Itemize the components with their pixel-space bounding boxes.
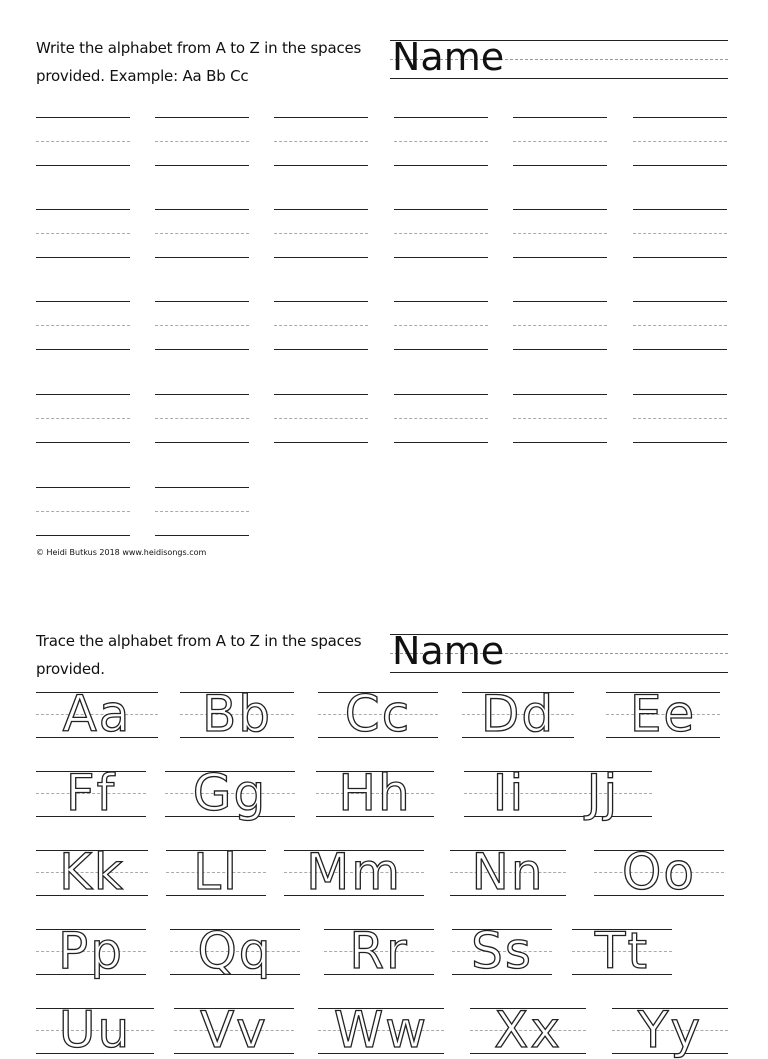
trace-letter: Ff	[65, 764, 117, 822]
trace-letter: Uu	[58, 1001, 132, 1059]
write-blank[interactable]	[155, 394, 249, 444]
trace-letter: Ss	[471, 922, 533, 980]
trace-letter: Oo	[622, 843, 696, 901]
write-blank[interactable]	[36, 394, 130, 444]
trace-letter: Dd	[480, 685, 556, 743]
write-blank[interactable]	[155, 301, 249, 351]
trace-letter: Nn	[471, 843, 545, 901]
trace-letter: Cc	[344, 685, 412, 743]
trace-line[interactable]	[324, 922, 434, 980]
trace-line[interactable]	[462, 685, 574, 743]
write-blank[interactable]	[36, 487, 130, 537]
trace-letter: Jj	[586, 764, 620, 822]
trace-line[interactable]	[450, 843, 566, 901]
trace-line[interactable]	[165, 764, 295, 822]
trace-letter: Rr	[349, 922, 409, 980]
trace-line[interactable]	[284, 843, 424, 901]
trace-line[interactable]	[464, 764, 554, 822]
trace-instructions	[36, 627, 381, 683]
trace-line[interactable]	[594, 843, 724, 901]
write-blank[interactable]	[155, 117, 249, 167]
write-blank[interactable]	[633, 117, 727, 167]
write-blank[interactable]	[394, 209, 488, 259]
write-blank[interactable]	[36, 209, 130, 259]
trace-line[interactable]	[612, 1001, 728, 1059]
trace-line[interactable]	[606, 685, 720, 743]
trace-letter: Yy	[637, 1001, 703, 1059]
name-field-1[interactable]	[390, 35, 728, 82]
write-blank[interactable]	[274, 117, 368, 167]
trace-line[interactable]	[36, 922, 146, 980]
trace-letter: Aa	[62, 685, 132, 743]
trace-instructions-line1: Trace the alphabet from A to Z in the spaces	[36, 632, 362, 650]
write-blank[interactable]	[633, 301, 727, 351]
write-blank[interactable]	[155, 487, 249, 537]
trace-letter: Bb	[201, 685, 273, 743]
trace-letter: Vv	[200, 1001, 268, 1059]
trace-line[interactable]	[36, 685, 158, 743]
name-label: Name	[392, 35, 505, 79]
name-label: Name	[392, 629, 505, 673]
trace-letter: Ww	[333, 1001, 429, 1059]
trace-line[interactable]	[318, 1001, 444, 1059]
trace-line[interactable]	[180, 685, 294, 743]
trace-letter: Hh	[338, 764, 412, 822]
write-blank[interactable]	[274, 394, 368, 444]
name-field-2[interactable]	[390, 629, 728, 676]
write-blank[interactable]	[394, 394, 488, 444]
copyright-text: © Heidi Butkus 2018 www.heidisongs.com	[36, 548, 207, 557]
trace-line[interactable]	[470, 1001, 586, 1059]
write-blank[interactable]	[513, 209, 607, 259]
trace-line[interactable]	[36, 764, 146, 822]
write-blank[interactable]	[274, 209, 368, 259]
trace-letter: Ll	[193, 843, 239, 901]
trace-line[interactable]	[318, 685, 438, 743]
write-instructions-line1: Write the alphabet from A to Z in the spaces	[36, 39, 362, 57]
write-blank[interactable]	[513, 394, 607, 444]
write-blank[interactable]	[633, 394, 727, 444]
trace-line[interactable]	[452, 922, 552, 980]
write-blank[interactable]	[155, 209, 249, 259]
trace-letter: Qq	[197, 922, 273, 980]
trace-line[interactable]	[166, 843, 266, 901]
write-blank[interactable]	[36, 117, 130, 167]
trace-letter: Mm	[306, 843, 402, 901]
write-blank[interactable]	[513, 301, 607, 351]
trace-line[interactable]	[174, 1001, 294, 1059]
write-blank[interactable]	[633, 209, 727, 259]
trace-letter: Ee	[629, 685, 697, 743]
write-instructions	[36, 34, 381, 90]
trace-instructions-line2: provided.	[36, 660, 105, 678]
trace-letter: Ii	[492, 764, 526, 822]
trace-letter: Pp	[58, 922, 124, 980]
trace-letter: Kk	[59, 843, 125, 901]
write-blank[interactable]	[394, 301, 488, 351]
write-blank[interactable]	[36, 301, 130, 351]
trace-letter: Gg	[192, 764, 268, 822]
trace-line[interactable]	[170, 922, 300, 980]
trace-line[interactable]	[572, 922, 672, 980]
write-blank[interactable]	[274, 301, 368, 351]
trace-line[interactable]	[36, 1001, 154, 1059]
trace-letter: Tt	[594, 922, 650, 980]
write-blank[interactable]	[513, 117, 607, 167]
trace-line[interactable]	[316, 764, 434, 822]
write-instructions-line2: provided. Example: Aa Bb Cc	[36, 67, 249, 85]
trace-line[interactable]	[554, 764, 652, 822]
write-blank[interactable]	[394, 117, 488, 167]
trace-letter: Xx	[494, 1001, 562, 1059]
trace-line[interactable]	[36, 843, 148, 901]
